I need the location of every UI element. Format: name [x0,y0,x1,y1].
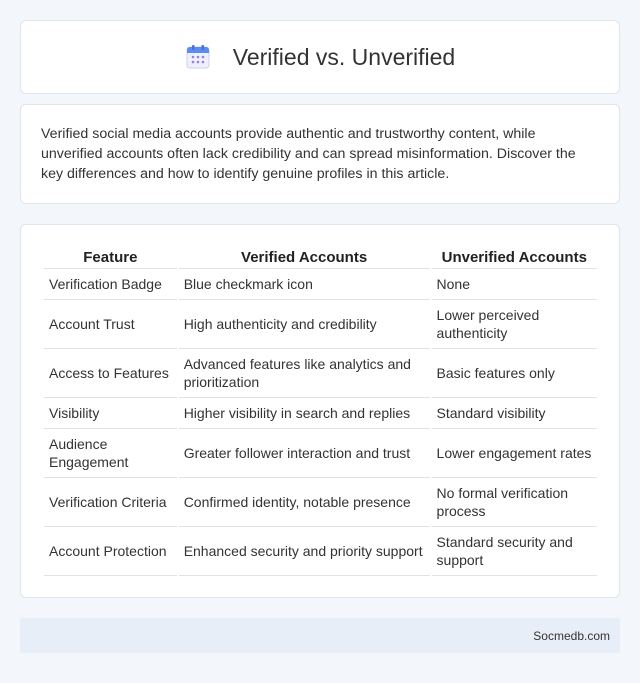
table-cell: Account Trust [44,300,177,349]
table-cell: Standard security and support [432,527,597,576]
table-cell: Audience Engagement [44,429,177,478]
table-row [44,429,597,478]
table-row [44,478,597,527]
table-cell: Lower perceived authenticity [432,300,597,349]
comparison-card [20,224,620,598]
table-cell: Greater follower interaction and trust [179,429,430,478]
table-row [44,269,597,300]
table-cell: Basic features only [432,349,597,398]
page-title: Verified vs. Unverified [232,43,456,70]
table-cell: Account Protection [44,527,177,576]
footer-site-link[interactable]: Socmedb.com [533,628,610,643]
table-row [44,349,597,398]
table-cell: Confirmed identity, notable presence [179,478,430,527]
table-cell: Standard visibility [432,398,597,429]
table-cell: Verification Criteria [44,478,177,527]
intro-card [20,104,620,204]
table-cell: High authenticity and credibility [179,300,430,349]
intro-text: Verified social media accounts provide authentic and trustworthy content, while unverified accounts often lack credibility and can spread misinformation. Discover the key differences and how to identify genuine profiles in this article. [41,126,576,182]
table-cell: None [432,269,597,300]
table-cell: Lower engagement rates [432,429,597,478]
header-unverified: Unverified Accounts [432,247,597,269]
table-cell: Blue checkmark icon [179,269,430,300]
table-cell: Higher visibility in search and replies [179,398,430,429]
table-row [44,398,597,429]
table-cell: Advanced features like analytics and prioritization [179,349,430,398]
table-header-row [44,247,597,269]
header-verified: Verified Accounts [179,247,430,269]
calendar-icon [185,44,211,70]
comparison-table [42,247,599,576]
table-row [44,527,597,576]
table-cell: Access to Features [44,349,177,398]
title-card [20,20,620,94]
table-cell: Verification Badge [44,269,177,300]
table-row [44,300,597,349]
table-cell: No formal verification process [432,478,597,527]
table-cell: Enhanced security and priority support [179,527,430,576]
table-cell: Visibility [44,398,177,429]
footer [20,618,620,653]
header-feature: Feature [44,247,177,269]
